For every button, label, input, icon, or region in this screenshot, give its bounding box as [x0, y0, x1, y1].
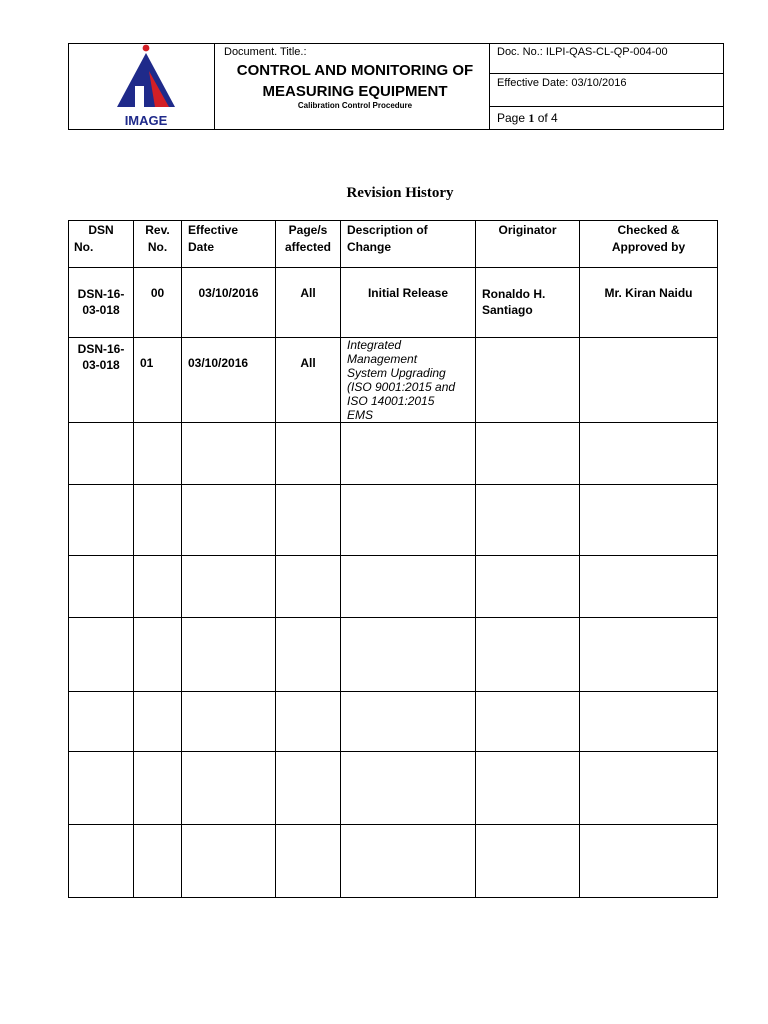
logo-triangle-icon — [117, 53, 175, 107]
revision-history-title: Revision History — [346, 185, 454, 201]
document-subtitle: Calibration Control Procedure — [297, 101, 413, 110]
cell-rev: 01 — [134, 338, 182, 423]
col-header-rev: Rev. No. — [134, 221, 182, 268]
document-header — [68, 43, 724, 130]
header-divider — [489, 73, 724, 74]
cell-approved: Mr. Kiran Naidu — [580, 268, 718, 338]
cell-description: Initial Release — [341, 268, 476, 338]
col-header-approved: Checked & Approved by — [580, 221, 718, 268]
cell-date: 03/10/2016 — [182, 338, 276, 423]
cell-dsn: DSN-16- 03-018 — [69, 268, 134, 338]
effective-date: Effective Date: 03/10/2016 — [497, 77, 627, 89]
cell-originator — [476, 338, 580, 423]
cell-description: Integrated Management System Upgrading (ISO 9001:2015 and ISO 14001:2015 EMS — [341, 338, 476, 423]
doc-title-label: Document. Title.: — [224, 46, 307, 58]
col-header-originator: Originator — [476, 221, 580, 268]
table-row — [69, 485, 718, 556]
cell-approved — [580, 338, 718, 423]
cell-originator: Ronaldo H. Santiago — [476, 268, 580, 338]
page-suffix: of 4 — [534, 111, 558, 125]
page-current: 1 — [528, 111, 535, 125]
cell-rev: 00 — [134, 268, 182, 338]
col-header-pages: Page/s affected — [276, 221, 341, 268]
col-header-description: Description of Change — [341, 221, 476, 268]
header-divider — [214, 44, 215, 129]
table-row — [69, 618, 718, 692]
logo-red-dot-icon — [143, 45, 150, 52]
document-title — [220, 60, 490, 102]
table-row — [69, 556, 718, 618]
table-row — [69, 268, 718, 338]
table-header-row — [69, 221, 718, 268]
cell-pages: All — [276, 338, 341, 423]
logo-text: IMAGE — [124, 113, 168, 128]
title-line: MEASURING EQUIPMENT — [262, 83, 448, 100]
page-indicator — [497, 111, 558, 126]
table-row — [69, 825, 718, 898]
cell-pages: All — [276, 268, 341, 338]
cell-date: 03/10/2016 — [182, 268, 276, 338]
doc-number: Doc. No.: ILPI-QAS-CL-QP-004-00 — [497, 46, 668, 58]
table-row — [69, 423, 718, 485]
revision-table — [68, 220, 718, 898]
logo-white-bar-icon — [135, 86, 144, 107]
table-row — [69, 338, 718, 423]
page-prefix: Page — [497, 111, 529, 125]
table-row — [69, 692, 718, 752]
company-logo — [107, 44, 185, 130]
col-header-dsn: DSN No. — [69, 221, 134, 268]
cell-dsn: DSN-16- 03-018 — [69, 338, 134, 423]
col-header-effective-date: Effective Date — [182, 221, 276, 268]
table-row — [69, 752, 718, 825]
header-divider — [489, 106, 724, 107]
title-line: CONTROL AND MONITORING OF — [236, 62, 474, 79]
